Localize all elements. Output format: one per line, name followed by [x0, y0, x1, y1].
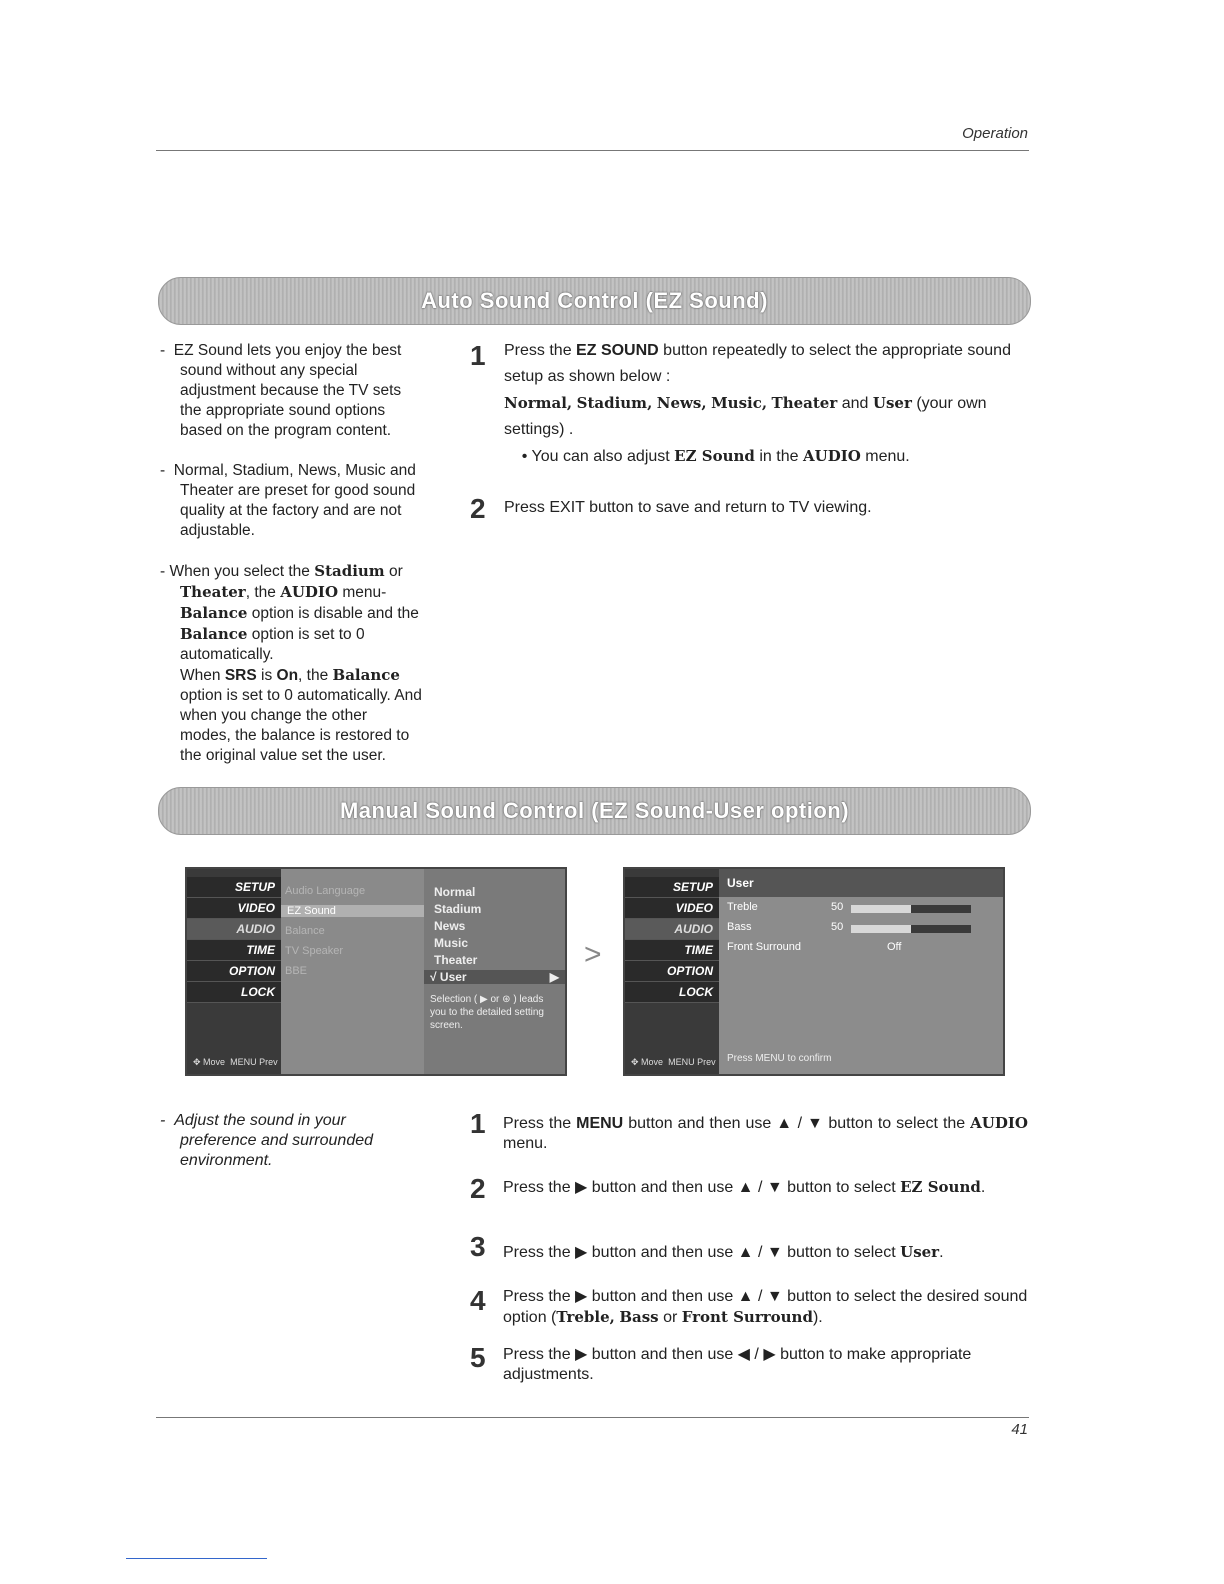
osd2-confirm: Press MENU to confirm: [727, 1053, 832, 1064]
bullet-3: - When you select the Stadium or Theater, the AUDIO menu- Balance option is disable and the Balance option is set to 0 automatically. When SRS is On, the Balance option is set to 0 automatically. And when you change the other modes, the balance is restored to the original value set the user.: [160, 562, 422, 764]
osd-sub-tv-speaker: TV Speaker: [285, 945, 344, 957]
manual-step-4-number: 4: [470, 1285, 486, 1316]
footer-rule: [156, 1417, 1029, 1418]
osd2-menu-video: VIDEO: [625, 898, 719, 919]
bottom-line: [126, 1558, 267, 1559]
osd-opt-user: √ User ▶: [424, 970, 565, 984]
osd-sub-ez-sound: EZ Sound: [281, 905, 424, 917]
header-rule: [156, 150, 1029, 151]
osd-legend: ✥ Move MENU Prev: [193, 1057, 278, 1067]
osd2-bass-fill: [851, 925, 911, 933]
osd-menu-lock: LOCK: [187, 982, 281, 1003]
osd2-menu-option: OPTION: [625, 961, 719, 982]
auto-bullets: [160, 341, 422, 766]
osd-menu-option: OPTION: [187, 961, 281, 982]
osd-opt-music: Music: [434, 936, 469, 950]
manual-side-note: - Adjust the sound in your preference and surrounded environment.: [160, 1112, 374, 1169]
auto-step-1-number: 1: [470, 340, 486, 371]
auto-step-2-text: Press EXIT button to save and return to TV viewing.: [504, 499, 872, 516]
bullet-1: - EZ Sound lets you enjoy the best sound without any special adjustment because the TV sets the appropriate sound options based on the program content.: [160, 342, 402, 439]
osd-sub-audio-language: Audio Language: [285, 885, 366, 897]
osd2-bass-value: 50: [831, 921, 844, 933]
osd2-surround-value: Off: [887, 941, 902, 953]
page-number: 41: [1011, 1421, 1028, 1438]
osd-menu-audio: AUDIO: [187, 919, 281, 940]
auto-sound-banner: [158, 277, 1031, 325]
osd-screen-menu: [185, 867, 567, 1076]
osd2-menu-setup: SETUP: [625, 877, 719, 898]
osd-screen-user: [623, 867, 1005, 1076]
manual-step-5-number: 5: [470, 1342, 486, 1373]
manual-step-2-number: 2: [470, 1173, 486, 1204]
osd-opt-normal: Normal: [434, 885, 476, 899]
manual-step-4-text: Press the ▶ button and then use ▲ / ▼ button to select the desired sound option (Treble, Bass or Front Surround).: [503, 1288, 1028, 1326]
manual-step-5-text: Press the ▶ button and then use ◀ / ▶ button to make appropriate adjustments.: [503, 1346, 972, 1383]
osd2-treble-bar: [851, 905, 971, 913]
auto-step-2-number: 2: [470, 493, 486, 524]
osd-sub-bbe: BBE: [285, 965, 308, 977]
osd2-bass-bar: [851, 925, 971, 933]
osd2-treble-fill: [851, 905, 911, 913]
manual-sound-title: Manual Sound Control (EZ Sound-User option): [339, 798, 850, 823]
manual-step-3-number: 3: [470, 1231, 486, 1262]
osd2-bass-label: Bass: [727, 921, 752, 933]
osd2-menu-lock: LOCK: [625, 982, 719, 1003]
osd-opt-news: News: [434, 919, 466, 933]
osd-menu-time: TIME: [187, 940, 281, 961]
osd2-legend: ✥ Move MENU Prev: [631, 1057, 716, 1067]
osd2-title: User: [719, 869, 1003, 897]
section-label: Operation: [962, 125, 1028, 142]
osd2-treble-label: Treble: [727, 901, 758, 913]
manual-sound-banner: [158, 787, 1031, 835]
osd-menu-setup: SETUP: [187, 877, 281, 898]
osd2-menu-audio: AUDIO: [625, 919, 719, 940]
auto-sound-title: Auto Sound Control (EZ Sound): [421, 288, 768, 313]
osd-hint: Selection ( ▶ or ⊛ ) leads you to the detailed setting screen.: [430, 994, 544, 1031]
manual-step-3-text: Press the ▶ button and then use ▲ / ▼ button to select User.: [503, 1243, 944, 1261]
bullet-2: - Normal, Stadium, News, Music and Theater are preset for good sound quality at the factory and are not adjustable.: [160, 462, 416, 539]
manual-step-2-text: Press the ▶ button and then use ▲ / ▼ button to select EZ Sound.: [503, 1178, 986, 1196]
manual-step-1-text: Press the MENU button and then use ▲ / ▼ button to select the AUDIO menu.: [503, 1114, 1028, 1152]
osd-opt-theater: Theater: [434, 953, 478, 967]
osd-sub-balance: Balance: [285, 925, 325, 937]
arrow-icon: >: [584, 938, 602, 971]
osd2-treble-value: 50: [831, 901, 844, 913]
osd-menu-video: VIDEO: [187, 898, 281, 919]
auto-step-1-text: Press the EZ SOUND button repeatedly to select the appropriate sound setup as shown below : Normal, Stadium, News, Music, Theater and User (your own settings) . • You can also adjust EZ Sound in the AUDIO menu.: [504, 342, 1011, 465]
osd2-surround-label: Front Surround: [727, 941, 801, 953]
osd2-menu-time: TIME: [625, 940, 719, 961]
osd-opt-stadium: Stadium: [434, 902, 482, 916]
manual-step-1-number: 1: [470, 1108, 486, 1139]
